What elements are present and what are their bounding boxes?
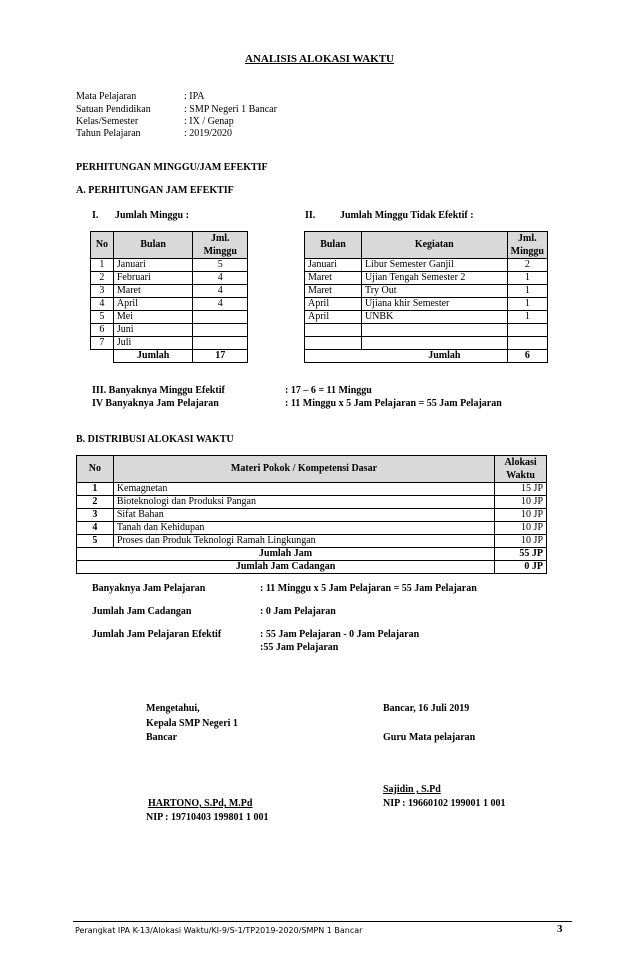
table-row — [91, 285, 248, 298]
minggu-heading-num: I. — [92, 210, 99, 221]
sign-right-place-date: Bancar, 16 Juli 2019 — [383, 703, 470, 714]
cell: Sifat Bahan — [113, 509, 494, 522]
info-label: Mata Pelajaran — [76, 91, 137, 102]
cell: Januari — [305, 259, 362, 272]
cell — [305, 324, 362, 337]
cell: 7 — [91, 337, 114, 350]
col-header: Jml. Minggu — [507, 232, 547, 259]
totals-value-efektif: : 55 Jam Pelajaran - 0 Jam Pelajaran — [260, 629, 420, 640]
jumlah-jam-label: Jumlah Jam — [77, 548, 495, 561]
total-row — [305, 350, 548, 363]
cell: 3 — [77, 509, 114, 522]
table-row — [305, 337, 548, 350]
col-header: Bulan — [305, 232, 362, 259]
cell: Libur Semester Ganjil — [361, 259, 507, 272]
cell — [507, 324, 547, 337]
cell — [193, 324, 248, 337]
page-footer: Perangkat IPA K-13/Alokasi Waktu/Kl-9/S-1/TP2019-2020/SMPN 1 Bancar — [75, 926, 363, 935]
cell: 5 — [193, 259, 248, 272]
cell: 2 — [507, 259, 547, 272]
cell — [361, 337, 507, 350]
cell: 3 — [91, 285, 114, 298]
cell: Kemagnetan — [113, 483, 494, 496]
table-row — [91, 272, 248, 285]
total-value: 6 — [507, 350, 547, 363]
total-value: 17 — [193, 350, 248, 363]
sign-right-nip: NIP : 19660102 199001 1 001 — [383, 798, 506, 809]
cell: Try Out — [361, 285, 507, 298]
cell: 2 — [77, 496, 114, 509]
cell: April — [305, 311, 362, 324]
table-row — [77, 496, 547, 509]
cell: 4 — [193, 272, 248, 285]
cell: 1 — [507, 298, 547, 311]
table-row — [91, 259, 248, 272]
minggu-table — [90, 231, 248, 363]
cell: April — [113, 298, 193, 311]
cell — [193, 337, 248, 350]
summary-value-efektif: : 17 – 6 = 11 Minggu — [285, 385, 372, 396]
cell: 10 JP — [495, 522, 547, 535]
sign-left-line1: Mengetahui, — [146, 703, 200, 714]
info-label: Kelas/Semester — [76, 116, 139, 127]
sign-left-name: HARTONO, S.Pd, M.Pd — [148, 798, 253, 809]
cell: 4 — [77, 522, 114, 535]
info-label: Tahun Pelajaran — [76, 128, 141, 139]
col-header: No — [91, 232, 114, 259]
section-heading: PERHITUNGAN MINGGU/JAM EFEKTIF — [76, 162, 268, 173]
cell: 4 — [193, 285, 248, 298]
table-row — [305, 298, 548, 311]
info-value: : SMP Negeri 1 Bancar — [184, 104, 277, 115]
info-value: : 2019/2020 — [184, 128, 233, 139]
cell: 1 — [77, 483, 114, 496]
cadangan-row — [77, 561, 547, 574]
totals-value-jam: : 11 Minggu x 5 Jam Pelajaran = 55 Jam Pelajaran — [260, 583, 477, 594]
section-b-heading: B. DISTRIBUSI ALOKASI WAKTU — [76, 434, 234, 445]
table-row — [91, 324, 248, 337]
jumlah-jam-value: 55 JP — [495, 548, 547, 561]
info-value: : IX / Genap — [184, 116, 234, 127]
col-header: Bulan — [113, 232, 193, 259]
col-header: No — [77, 456, 114, 483]
info-row-year — [76, 128, 232, 139]
table-row — [77, 509, 547, 522]
totals-label-cadangan: Jumlah Jam Cadangan — [92, 606, 192, 617]
jumlah-jam-row — [77, 548, 547, 561]
sign-left-nip: NIP : 19710403 199801 1 001 — [146, 812, 269, 823]
table-row — [77, 522, 547, 535]
cell: Tanah dan Kehidupan — [113, 522, 494, 535]
table-row — [305, 311, 548, 324]
total-label: Jumlah — [113, 350, 193, 363]
cell: 1 — [91, 259, 114, 272]
cell — [305, 337, 362, 350]
table-row — [91, 337, 248, 350]
info-row-class — [76, 116, 234, 127]
summary-label-jam: IV Banyaknya Jam Pelajaran — [92, 398, 219, 409]
cell: Mei — [113, 311, 193, 324]
table-row — [77, 483, 547, 496]
table-row — [305, 272, 548, 285]
cell — [193, 311, 248, 324]
cell: UNBK — [361, 311, 507, 324]
cell: Maret — [113, 285, 193, 298]
section-a-heading: A. PERHITUNGAN JAM EFEKTIF — [76, 185, 234, 196]
cell: 5 — [91, 311, 114, 324]
cell: Bioteknologi dan Produksi Pangan — [113, 496, 494, 509]
tidak-efektif-heading-num: II. — [305, 210, 316, 221]
cell: 10 JP — [495, 496, 547, 509]
cell: Ujian Tengah Semester 2 — [361, 272, 507, 285]
distribusi-table — [76, 455, 547, 574]
cell: 15 JP — [495, 483, 547, 496]
cell: 1 — [507, 311, 547, 324]
document-title: ANALISIS ALOKASI WAKTU — [245, 53, 394, 65]
cell: 5 — [77, 535, 114, 548]
cell: 2 — [91, 272, 114, 285]
sign-right-role: Guru Mata pelajaran — [383, 732, 476, 743]
sign-right-name: Sajidin , S.Pd — [383, 784, 441, 795]
table-row — [305, 259, 548, 272]
totals-value-efektif-result: :55 Jam Pelajaran — [260, 642, 339, 653]
sign-left-line3: Bancar — [146, 732, 178, 743]
page-number: 3 — [557, 923, 563, 935]
cell: April — [305, 298, 362, 311]
cell — [507, 337, 547, 350]
total-label: Jumlah — [305, 350, 508, 363]
cell: Februari — [113, 272, 193, 285]
cell: Maret — [305, 272, 362, 285]
info-row-subject — [76, 91, 204, 102]
cell — [361, 324, 507, 337]
table-row — [91, 311, 248, 324]
col-header: Alokasi Waktu — [495, 456, 547, 483]
col-header: Jml. Minggu — [193, 232, 248, 259]
col-header: Kegiatan — [361, 232, 507, 259]
cell: 4 — [91, 298, 114, 311]
total-row — [91, 350, 248, 363]
tidak-efektif-table — [304, 231, 548, 363]
info-label: Satuan Pendidikan — [76, 104, 151, 115]
cell: 1 — [507, 272, 547, 285]
cell: 6 — [91, 324, 114, 337]
cell: Juni — [113, 324, 193, 337]
cell: Ujiana khir Semester — [361, 298, 507, 311]
cell: Januari — [113, 259, 193, 272]
cell: 4 — [193, 298, 248, 311]
cell: Proses dan Produk Teknologi Ramah Lingkungan — [113, 535, 494, 548]
table-row — [77, 535, 547, 548]
info-row-school — [76, 104, 277, 115]
minggu-heading: Jumlah Minggu : — [115, 210, 189, 221]
cell: 10 JP — [495, 535, 547, 548]
cell: 10 JP — [495, 509, 547, 522]
cell: 1 — [507, 285, 547, 298]
footer-divider — [73, 921, 572, 922]
info-value: : IPA — [184, 91, 205, 102]
cadangan-label: Jumlah Jam Cadangan — [77, 561, 495, 574]
cell: Maret — [305, 285, 362, 298]
totals-label-efektif: Jumlah Jam Pelajaran Efektif — [92, 629, 222, 640]
tidak-efektif-heading: Jumlah Minggu Tidak Efektif : — [340, 210, 474, 221]
summary-label-efektif: III. Banyaknya Minggu Efektif — [92, 385, 225, 396]
summary-value-jam: : 11 Minggu x 5 Jam Pelajaran = 55 Jam Pelajaran — [285, 398, 502, 409]
table-row — [305, 285, 548, 298]
table-row — [305, 324, 548, 337]
totals-value-cadangan: : 0 Jam Pelajaran — [260, 606, 336, 617]
table-row — [91, 298, 248, 311]
col-header: Materi Pokok / Kompetensi Dasar — [113, 456, 494, 483]
cadangan-value: 0 JP — [495, 561, 547, 574]
cell: Juli — [113, 337, 193, 350]
sign-left-line2: Kepala SMP Negeri 1 — [146, 718, 238, 729]
totals-label-jam: Banyaknya Jam Pelajaran — [92, 583, 206, 594]
